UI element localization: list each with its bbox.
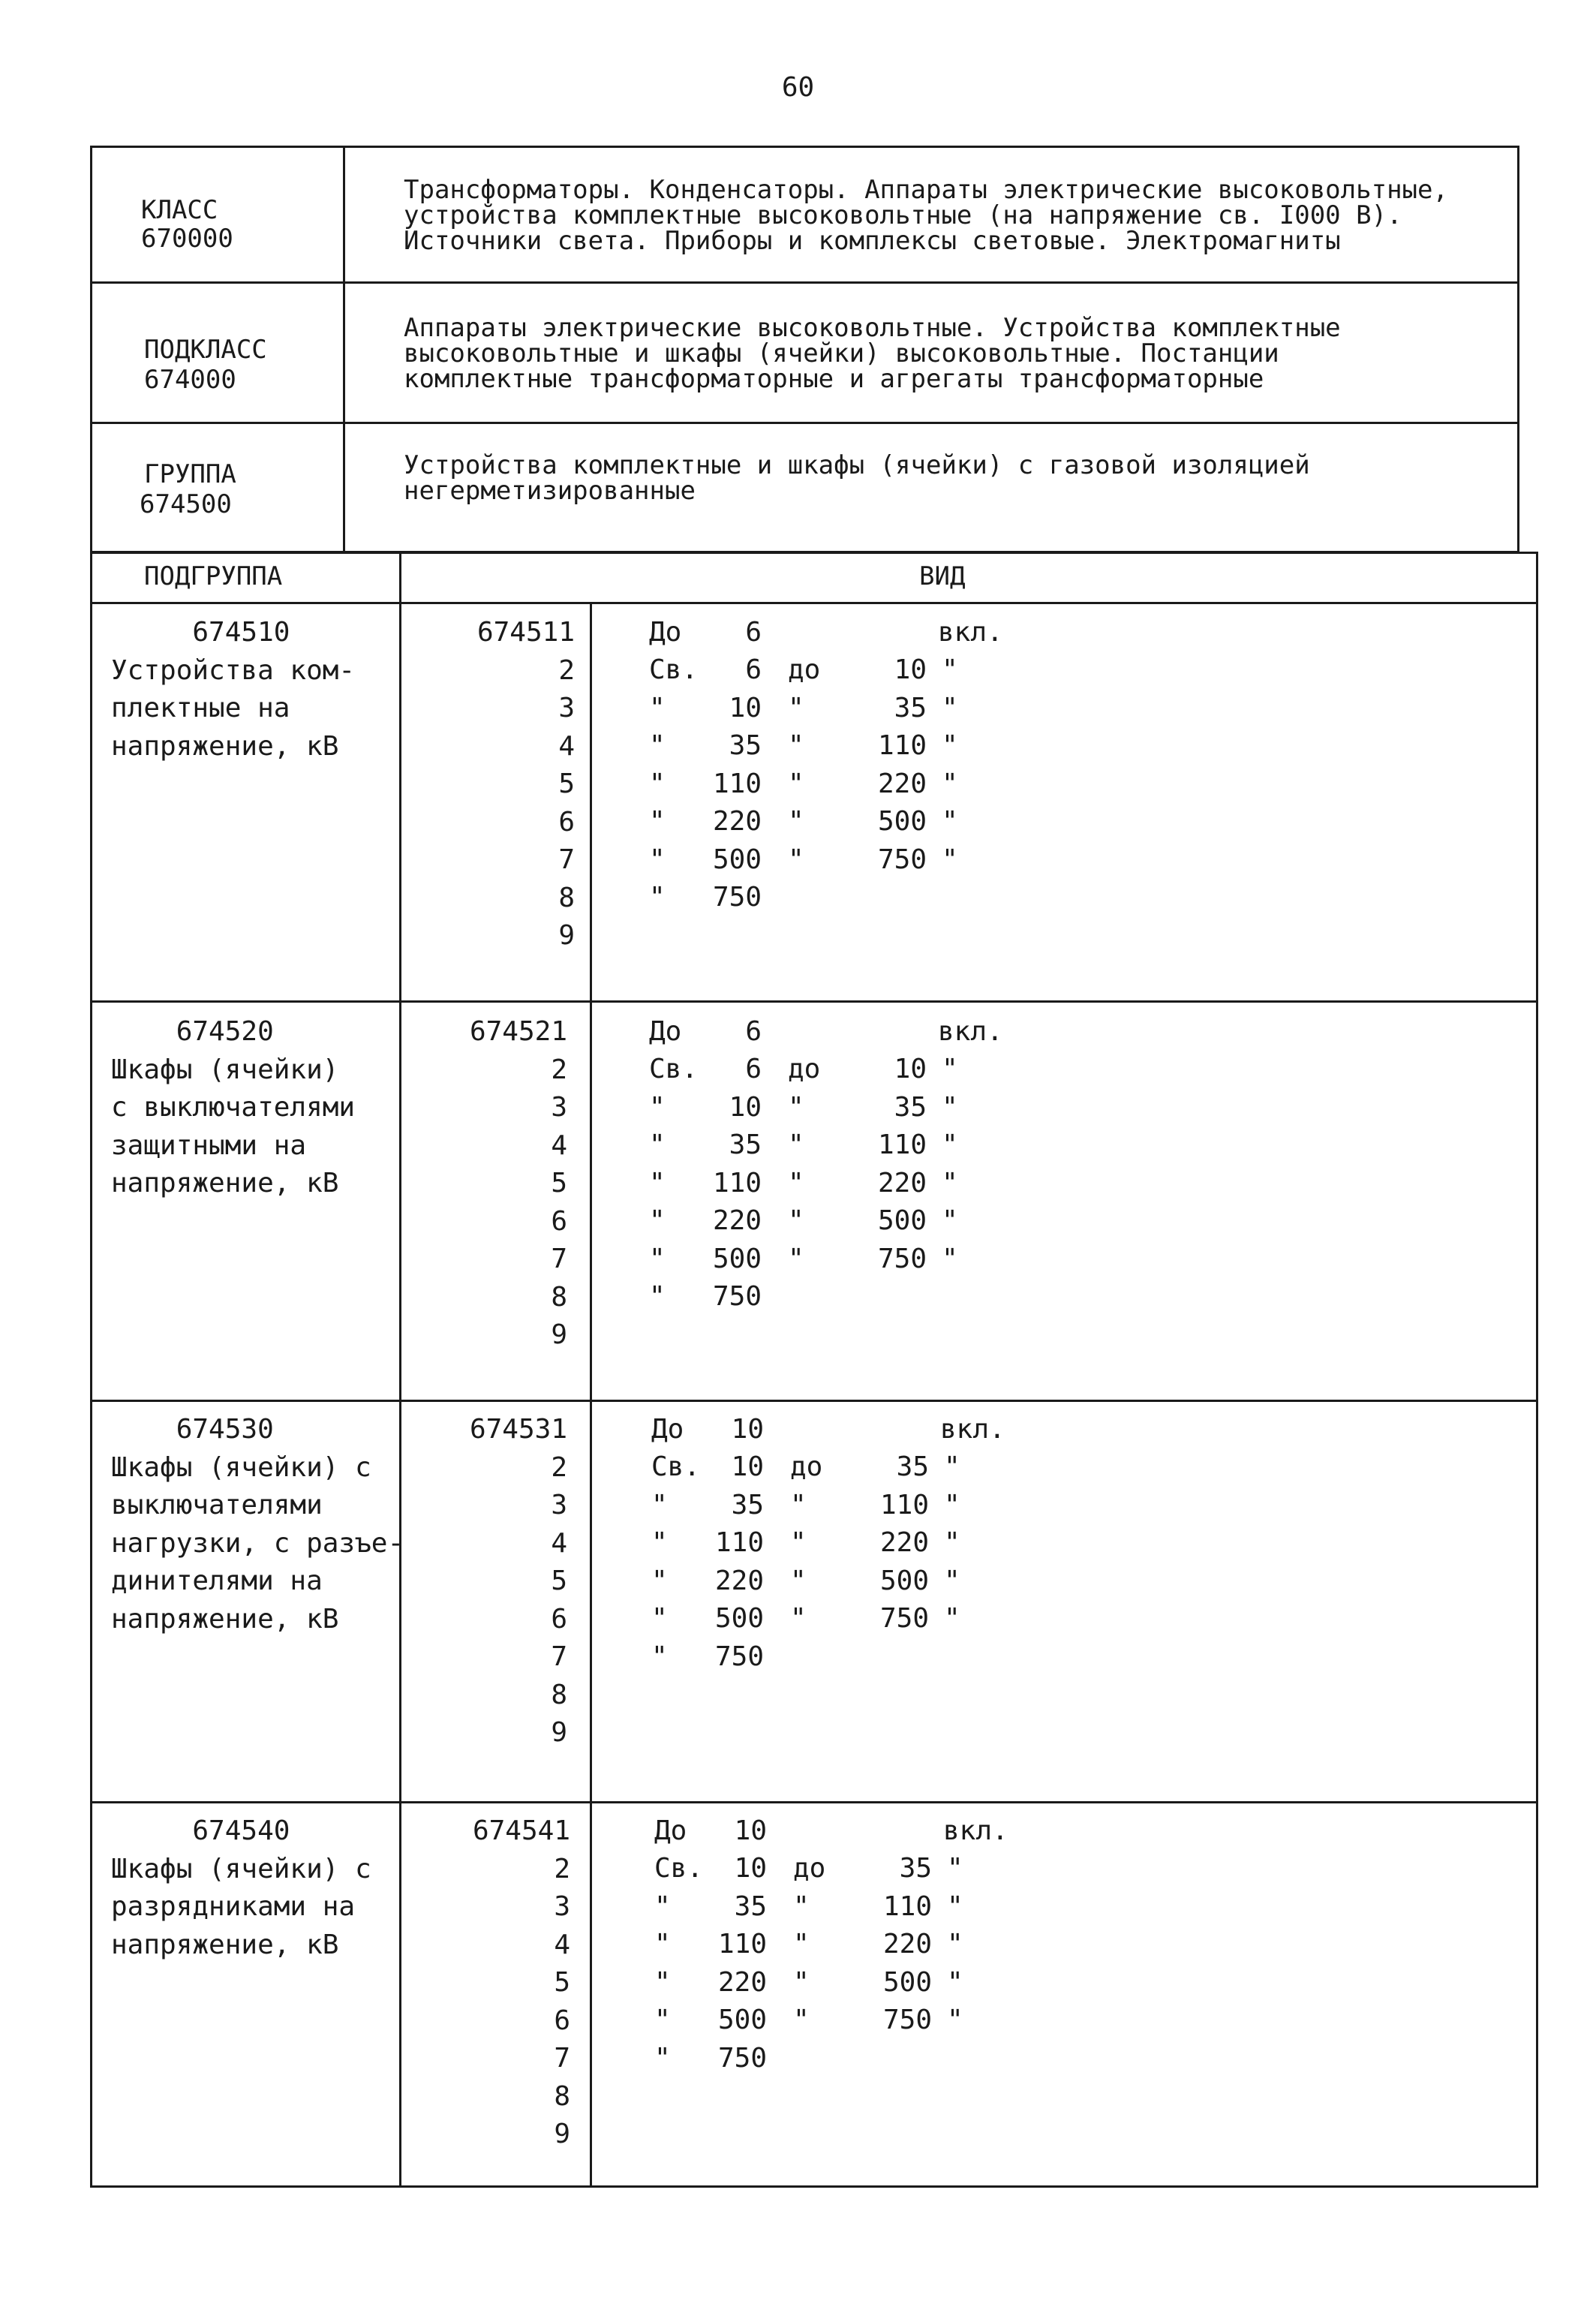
subclass-description: Аппараты электрические высоковольтные. Устройства комплектные высоковольтные и шкафы (ячейки) высоковольтные. Постанции комплектные трансформаторные и агрегаты трансформаторные: [404, 313, 1341, 394]
section-divider-2: [90, 1400, 1538, 1402]
subclass-label: ПОДКЛАСС: [144, 335, 267, 365]
group-label: ГРУППА: [144, 459, 236, 489]
class-code: 670000: [141, 224, 233, 254]
page-number: 60: [781, 72, 815, 103]
group-code: 674500: [140, 489, 232, 519]
section-divider-3: [90, 1801, 1538, 1803]
class-label: КЛАСС: [141, 195, 218, 225]
subgroup-3-codes: 674531 2 3 4 5 6 7 8 9: [469, 1414, 567, 1748]
column-header-kind: ВИД: [919, 561, 966, 591]
subgroup-1-description: 674510 Устройства ком- плектные на напряжение, кВ: [111, 617, 356, 762]
group-description: Устройства комплектные и шкафы (ячейки) с газовой изоляцией негерметизированные: [404, 450, 1310, 506]
subgroup-2-description: 674520 Шкафы (ячейки) с выключателями защитными на напряжение, кВ: [111, 1016, 356, 1199]
subgroup-3-description: 674530 Шкафы (ячейки) с выключателями нагрузки, с разъе- динителями на напряжение, кВ: [111, 1414, 404, 1635]
subgroup-4-description: 674540 Шкафы (ячейки) с разрядниками на напряжение, кВ: [111, 1815, 371, 1960]
section-divider-1: [90, 1000, 1538, 1003]
subgroup-column-divider: [399, 552, 401, 2188]
group-divider: [343, 422, 345, 553]
subgroup-4-codes: 674541 2 3 4 5 6 7 8 9: [472, 1815, 570, 2149]
code-column-divider: [590, 602, 592, 2188]
subclass-divider: [343, 281, 345, 424]
class-description: Трансформаторы. Конденсаторы. Аппараты электрические высоковольтные, устройства комплектные высоковольтные (на напряжение св. I000 В). Источники света. Приборы и комплексы световые. Электромагниты: [404, 175, 1448, 256]
column-header-subgroup: ПОДГРУППА: [144, 561, 283, 591]
class-divider: [343, 146, 345, 284]
subclass-code: 674000: [144, 365, 236, 395]
header-row-divider: [90, 602, 1538, 604]
subgroup-2-codes: 674521 2 3 4 5 6 7 8 9: [469, 1016, 567, 1350]
subgroup-1-codes: 674511 2 3 4 5 6 7 8 9: [476, 617, 575, 951]
